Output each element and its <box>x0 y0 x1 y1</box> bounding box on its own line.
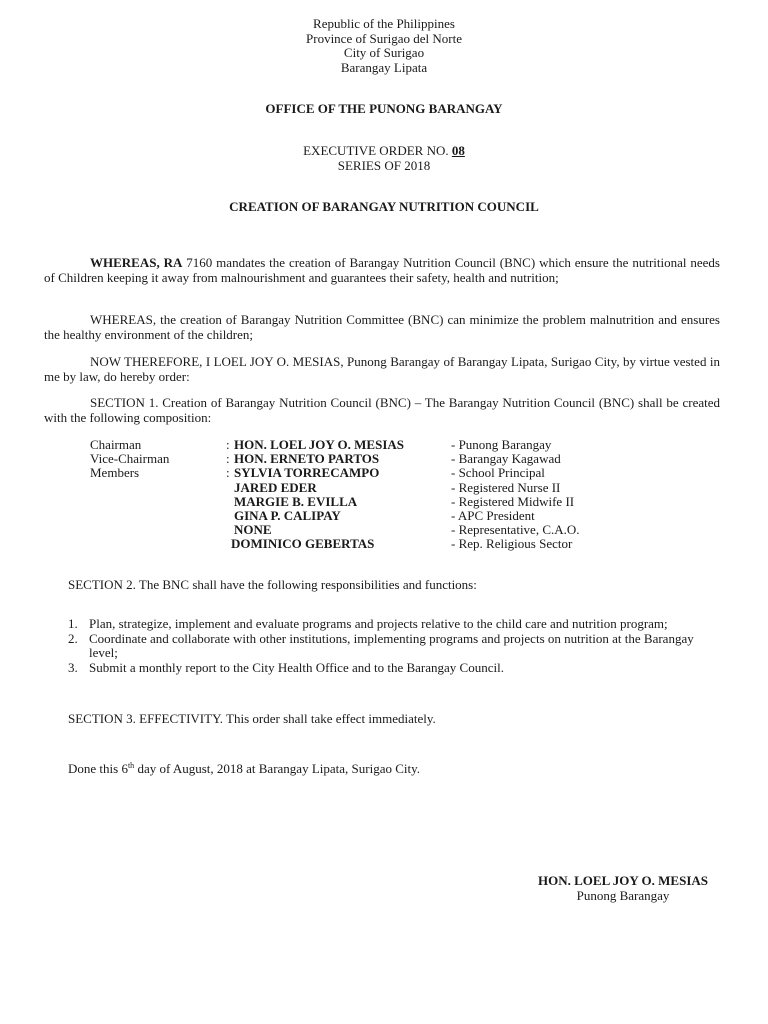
member-name: GINA P. CALIPAY <box>234 507 341 523</box>
composition-row <box>90 481 730 495</box>
whereas-2-text: WHEREAS, the creation of Barangay Nutrition Committee (BNC) can minimize the problem malnutrition and ensures the healthy environment of the children; <box>44 312 720 342</box>
composition-row <box>90 523 730 537</box>
now-therefore-text: NOW THEREFORE, I LOEL JOY O. MESIAS, Punong Barangay of Barangay Lipata, Surigao City, by virtue vested in me by law, do hereby order: <box>44 354 720 384</box>
done-statement <box>68 762 728 777</box>
order-number: 08 <box>451 143 465 158</box>
position: Vice-Chairman <box>90 451 170 467</box>
designation: - Barangay Kagawad <box>451 451 561 467</box>
done-before: Done this 6 <box>68 761 128 776</box>
done-after: day of August, 2018 at Barangay Lipata, Surigao City. <box>134 761 421 776</box>
whereas-lead: WHEREAS, RA <box>90 255 183 270</box>
composition-row <box>90 466 730 480</box>
whereas-1-text: 7160 mandates the creation of Barangay Nutrition Council (BNC) which ensure the nutritional needs of Children keeping it away from malnourishment and guarantees their safety, health and nutrition; <box>44 255 720 285</box>
list-text: Coordinate and collaborate with other institutions, implementing programs and projects on nutrition at the Barangay level; <box>89 630 694 660</box>
section-1-text: SECTION 1. Creation of Barangay Nutrition Council (BNC) – The Barangay Nutrition Council (BNC) shall be created with the following composition: <box>44 395 720 425</box>
colon: : <box>226 437 230 452</box>
section-1-paragraph <box>44 396 720 425</box>
member-name: HON. LOEL JOY O. MESIAS <box>234 437 404 452</box>
section-2-heading: SECTION 2. The BNC shall have the following responsibilities and functions: <box>68 577 477 592</box>
list-item <box>68 632 720 661</box>
now-therefore-paragraph <box>44 355 720 384</box>
member-name: MARGIE B. EVILLA <box>234 493 358 509</box>
list-number: 1. <box>68 616 78 631</box>
member-name: NONE <box>234 522 272 538</box>
done-superscript: th <box>127 761 135 770</box>
designation: - Representative, C.A.O. <box>451 522 580 538</box>
signature-block <box>510 874 736 903</box>
order-label: EXECUTIVE ORDER NO. <box>303 143 449 158</box>
list-number: 2. <box>68 630 78 646</box>
composition-row <box>90 452 730 466</box>
section-3-text: SECTION 3. EFFECTIVITY. This order shall take effect immediately. <box>68 711 436 726</box>
document-title: CREATION OF BARANGAY NUTRITION COUNCIL <box>229 199 539 214</box>
list-text: Plan, strategize, implement and evaluate programs and projects relative to the child care and nutrition program; <box>89 616 668 631</box>
member-name: JARED EDER <box>234 479 317 495</box>
designation: - Registered Midwife II <box>451 493 575 509</box>
signatory-title: Punong Barangay <box>576 887 670 903</box>
designation: - Punong Barangay <box>451 437 552 452</box>
composition-row <box>90 537 730 551</box>
list-number: 3. <box>68 659 78 675</box>
position: Chairman <box>90 437 142 452</box>
list-text: Submit a monthly report to the City Health Office and to the Barangay Council. <box>89 659 504 675</box>
member-name: HON. ERNETO PARTOS <box>234 451 380 467</box>
list-item <box>68 661 720 676</box>
office-title: OFFICE OF THE PUNONG BARANGAY <box>265 101 503 116</box>
header-province: Province of Surigao del Norte <box>306 30 462 46</box>
document-header <box>0 17 768 75</box>
designation: - School Principal <box>451 465 545 481</box>
functions-list <box>68 617 720 675</box>
composition-list <box>90 438 730 552</box>
position: Members <box>90 465 140 481</box>
designation: - Rep. Religious Sector <box>451 536 573 552</box>
member-name: SYLVIA TORRECAMPO <box>234 465 380 481</box>
whereas-paragraph-1 <box>44 256 720 285</box>
composition-row <box>90 495 730 509</box>
composition-row <box>90 509 730 523</box>
order-series: SERIES OF 2018 <box>337 157 431 173</box>
designation: - Registered Nurse II <box>451 479 561 495</box>
designation: - APC President <box>451 507 535 523</box>
composition-row <box>90 438 730 452</box>
colon: : <box>226 451 230 467</box>
executive-order-heading <box>0 144 768 173</box>
header-barangay: Barangay Lipata <box>340 59 428 75</box>
signatory-name: HON. LOEL JOY O. MESIAS <box>538 873 708 888</box>
header-city: City of Surigao <box>343 45 425 60</box>
header-republic: Republic of the Philippines <box>313 16 455 31</box>
whereas-paragraph-2 <box>44 313 720 342</box>
list-item <box>68 617 720 632</box>
colon: : <box>226 465 230 481</box>
order-number-line <box>0 144 768 159</box>
member-name: DOMINICO GEBERTAS <box>231 536 375 552</box>
